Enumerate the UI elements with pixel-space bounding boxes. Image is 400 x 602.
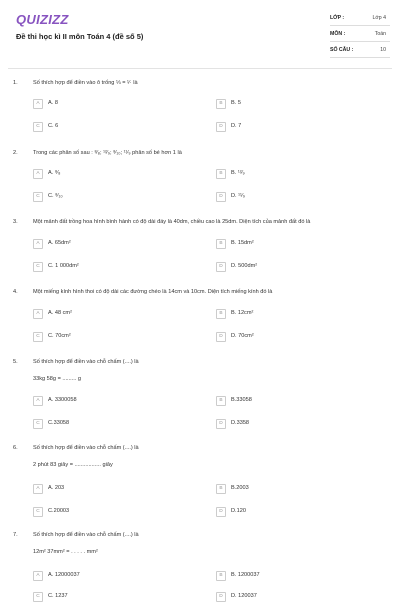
option-letter: D [216,332,226,342]
option-text: D.120 [231,508,246,514]
option-letter: B [216,396,226,406]
question-text: Số thích hợp để điền vào ô trống ⅓ = ¹⁄· là [33,80,138,86]
page-title: Đề thi học kì II môn Toán 4 (đề số 5) [16,32,144,41]
option-text: A. 8 [48,100,58,106]
meta-row-count [330,44,390,58]
option-text: A. ⁸⁄₈ [48,170,61,176]
question-text: Một miếng kính hình thoi có độ dài các đường chéo là 14cm và 10cm. Diện tích miếng kính đó là [33,289,273,295]
meta-row-subject [330,28,390,42]
option-letter: B [216,169,226,179]
option-text: B.33058 [231,397,252,403]
option-text: A. 48 cm² [48,310,72,316]
option-text: A. 65dm² [48,240,71,246]
option-letter: D [216,192,226,202]
option-letter: C [33,122,43,132]
option-letter: A [33,169,43,179]
meta-key: MÔN : [330,31,346,37]
meta-key: SỐ CÂU : [330,47,354,53]
option-text: C. 70cm² [48,333,71,339]
option-text: C.33058 [48,420,70,426]
option-letter: B [216,484,226,494]
meta-table [330,12,390,60]
option-text: C. 1 000dm² [48,263,79,269]
option-text: A. 3300058 [48,397,77,403]
option-letter: D [216,419,226,429]
question-number: 5. [13,359,18,365]
question-expression: 12m² 37mm² = . . . . . mm² [33,549,98,555]
option-text: D. 500dm² [231,263,258,269]
option-text: D. 7 [231,123,242,129]
option-letter: B [216,309,226,319]
question-text: Số thích hợp để điền vào chỗ chấm (....) là [33,445,139,451]
option-letter: C [33,592,43,602]
option-text: D. 70cm² [231,333,254,339]
option-text: B. 15dm² [231,240,254,246]
option-text: B. 1200037 [231,572,260,578]
meta-key: LỚP : [330,15,345,21]
question-expression: 2 phút 83 giây = ................. giây [33,462,113,468]
option-letter: D [216,592,226,602]
option-text: B. 12cm² [231,310,254,316]
question-number: 4. [13,289,18,295]
meta-value: 10 [380,47,386,53]
option-text: B.2003 [231,485,249,491]
question-number: 1. [13,80,18,86]
option-letter: D [216,507,226,517]
option-letter: C [33,332,43,342]
question-number: 6. [13,445,18,451]
option-text: D.3358 [231,420,250,426]
option-text: B. ¹²⁄₉ [231,170,245,176]
option-letter: A [33,309,43,319]
option-text: C.20003 [48,508,70,514]
option-letter: C [33,507,43,517]
meta-value: Toán [374,31,386,37]
option-letter: C [33,419,43,429]
option-letter: A [33,571,43,581]
option-text: C. ⁸⁄₁₀ [48,193,63,199]
question-number: 7. [13,532,18,538]
option-letter: C [33,192,43,202]
option-text: D. ¹¹⁄₉ [231,193,246,199]
document-header [0,0,400,68]
meta-row-class [330,12,390,26]
option-letter: A [33,484,43,494]
question-number: 2. [13,150,18,156]
option-letter: D [216,122,226,132]
option-letter: B [216,99,226,109]
option-letter: A [33,99,43,109]
question-expression: 33kg 58g = ......... g [33,376,82,382]
option-letter: C [33,262,43,272]
header-divider [8,68,392,69]
option-text: A. 12000037 [48,572,80,578]
option-letter: A [33,239,43,249]
option-text: C. 1237 [48,593,68,599]
meta-value: Lớp 4 [372,15,386,21]
option-text: A. 203 [48,485,65,491]
question-text: Số thích hợp để điền vào chỗ chấm (....) là [33,359,139,365]
option-text: C. 6 [48,123,59,129]
option-letter: A [33,396,43,406]
question-number: 3. [13,219,18,225]
option-letter: B [216,571,226,581]
option-letter: D [216,262,226,272]
quizizz-logo: QUIZIZZ [16,12,69,27]
option-text: D. 120037 [231,593,257,599]
question-text: Số thích hợp để điền vào chỗ chấm (....) là [33,532,139,538]
option-letter: B [216,239,226,249]
question-text: Trong các phân số sau : ⁸⁄₈; ¹²⁄₉; ⁸⁄₁₀; ¹¹⁄₉ phân số bé hơn 1 là [33,150,182,156]
option-text: B. 5 [231,100,241,106]
question-text: Một mảnh đất trồng hoa hình bình hành có độ dài đáy là 40dm, chiều cao là 25dm. Diện tích của mảnh đất đó là [33,219,311,225]
